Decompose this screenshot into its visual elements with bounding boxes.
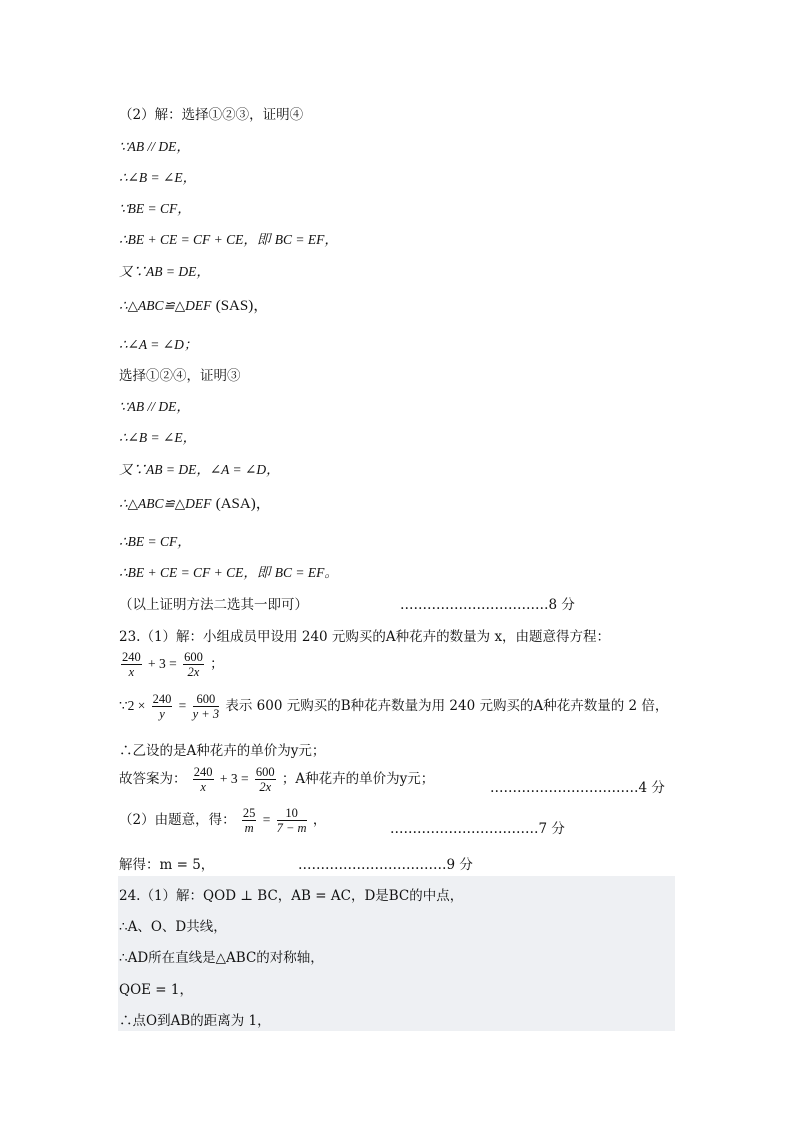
proof-line: ∴BE = CF，	[119, 534, 191, 549]
answer-line: ∴乙设的是A种花卉的单价为y元；	[119, 743, 326, 759]
punct: ，	[312, 812, 327, 828]
proof-line: ∴∠B = ∠E，	[119, 430, 197, 445]
proof-line	[119, 294, 268, 315]
q24-line: QOE = 1，	[119, 982, 193, 998]
punct: ；	[210, 656, 224, 672]
proof-line: ∴∠B = ∠E，	[119, 170, 197, 185]
fraction: $\frac{240}{y}$	[152, 692, 172, 721]
score-marker: ……………………………7 分	[390, 821, 565, 837]
score-marker: ……………………………8 分	[400, 597, 575, 613]
proof-line: ∴∠A = ∠D；	[119, 337, 198, 352]
equation-2	[119, 692, 668, 721]
fraction: $\frac{600}{y + 3}$	[192, 692, 220, 721]
q24-line: ∴点O到AB的距离为 1，	[119, 1013, 271, 1029]
answer-text: ；A种花卉的单价为y元；	[281, 771, 435, 787]
proof-text: ∴BE + CE = CF + CE，即	[119, 565, 271, 580]
fraction: $\frac{25}{m}$	[242, 806, 256, 835]
part2-equation	[119, 806, 326, 835]
operator: + 3 =	[219, 771, 249, 786]
proof-note: （以上证明方法二选其一即可）	[119, 597, 308, 613]
fraction: $\frac{10}{7 - m}$	[276, 806, 307, 835]
q23-heading: 23.（1）解：小组成员甲设用 240 元购买的A种花卉的数量为 x，由题意得方程：	[119, 629, 611, 645]
proof-method2-heading: 选择①②④，证明③	[119, 368, 241, 384]
proof-line	[119, 561, 338, 581]
proof-text: BC = EF。	[274, 565, 338, 580]
q24-line: ∴A、O、D共线，	[119, 919, 227, 935]
score-marker: ……………………………9 分	[298, 857, 473, 873]
proof-text: ∴△ABC≌△DEF	[119, 496, 212, 511]
proof-text: ∴BE + CE = CF + CE，即	[119, 232, 271, 247]
proof-part2-heading: （2）解：选择①②③，证明④	[119, 107, 304, 123]
operator: =	[178, 698, 187, 713]
proof-line	[119, 228, 338, 248]
proof-text: BC = EF，	[274, 232, 338, 247]
fraction: $\frac{240}{x}$	[193, 765, 213, 794]
proof-line: 又∵AB = DE，	[119, 264, 210, 279]
proof-line: ∵AB // DE，	[119, 139, 190, 154]
operator: =	[262, 812, 271, 827]
proof-line	[119, 492, 271, 513]
proof-reason: (ASA)，	[215, 496, 271, 512]
q24-line: 24.（1）解：QOD ⊥ BC，AB = AC，D是BC的中点，	[119, 888, 464, 904]
explanation: 表示 600 元购买的B种花卉数量为用 240 元购买的A种花卉数量的 2 倍，	[225, 698, 669, 714]
label: 故答案为：	[119, 771, 187, 787]
operator: ∵2 ×	[119, 698, 146, 713]
proof-text: ∴△ABC≌△DEF	[119, 298, 212, 313]
fraction: $\frac{600}{2x}$	[184, 650, 203, 679]
label: （2）由题意，得：	[119, 812, 236, 828]
q24-line: ∴AD所在直线是△ABC的对称轴，	[119, 950, 324, 966]
proof-line: ∵BE = CF，	[119, 201, 191, 216]
proof-line: ∵AB // DE，	[119, 399, 190, 414]
solution-line: 解得：m = 5，	[119, 857, 215, 873]
proof-reason: (SAS)，	[215, 298, 269, 314]
fraction: $\frac{240}{x}$	[122, 650, 141, 679]
proof-line: 又∵AB = DE，∠A = ∠D，	[119, 462, 280, 477]
operator: + 3 =	[148, 656, 177, 671]
equation-1	[119, 650, 224, 679]
answer-line	[119, 765, 434, 794]
fraction: $\frac{600}{2x}$	[255, 765, 275, 794]
score-marker: ……………………………4 分	[490, 780, 665, 796]
